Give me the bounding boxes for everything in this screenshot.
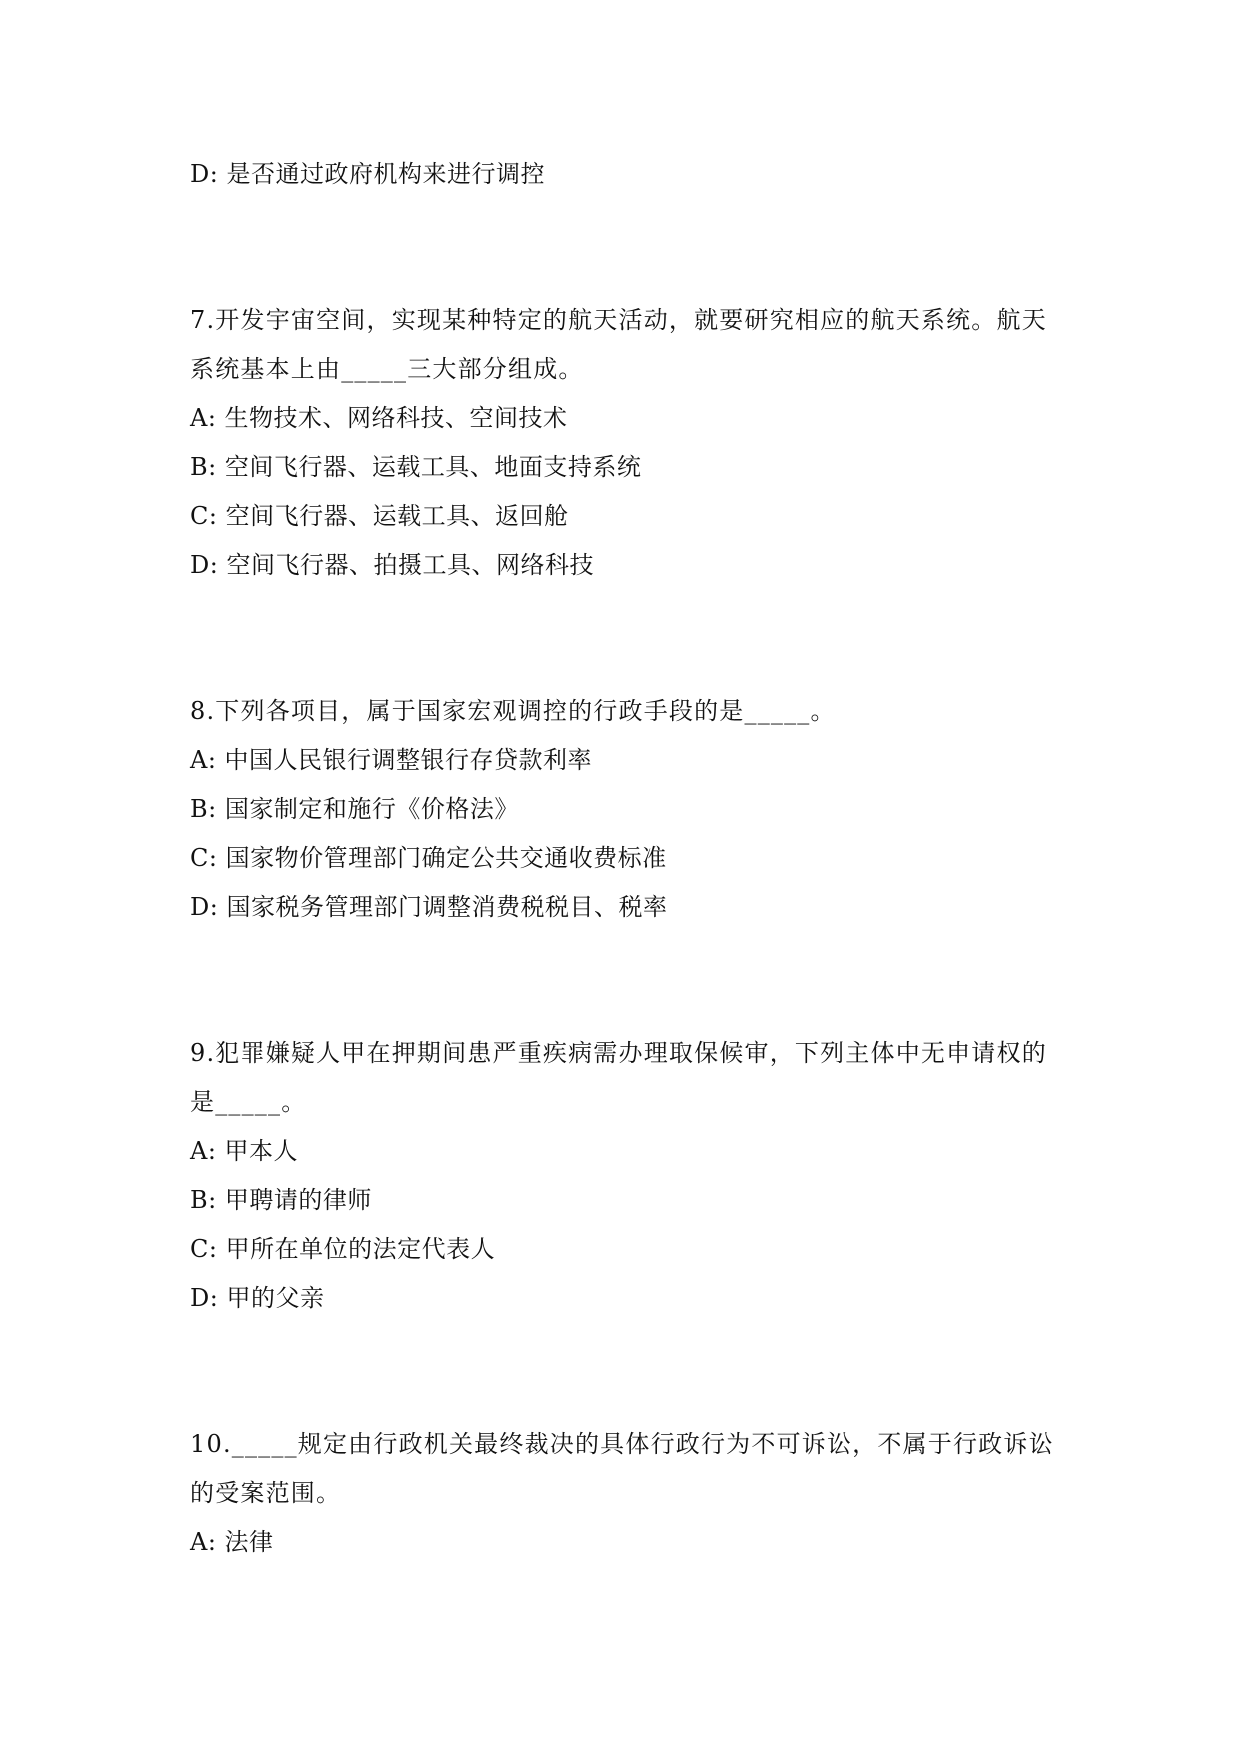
q7-stem-line-1: 7.开发宇宙空间，实现某种特定的航天活动，就要研究相应的航天系统。航天 xyxy=(190,306,1047,334)
q8-option-c: C: 国家物价管理部门确定公共交通收费标准 xyxy=(190,844,667,872)
q10-option-a: A: 法律 xyxy=(190,1528,274,1556)
q10-stem-line-2: 的受案范围。 xyxy=(190,1479,342,1507)
q9-stem-line-2: 是_____。 xyxy=(190,1088,307,1116)
q9-option-c: C: 甲所在单位的法定代表人 xyxy=(190,1235,496,1263)
q9-option-a: A: 甲本人 xyxy=(190,1137,299,1165)
q10-stem-line-1: 10._____规定由行政机关最终裁决的具体行政行为不可诉讼，不属于行政诉讼 xyxy=(190,1430,1054,1458)
q7-stem-line-2: 系统基本上由_____三大部分组成。 xyxy=(190,355,584,383)
q7-option-a: A: 生物技术、网络科技、空间技术 xyxy=(190,404,568,432)
q8-option-b: B: 国家制定和施行《价格法》 xyxy=(190,795,519,823)
q7-option-c: C: 空间飞行器、运载工具、返回舱 xyxy=(190,502,569,530)
q6-option-d: D: 是否通过政府机构来进行调控 xyxy=(190,160,545,188)
q8-stem-line-1: 8.下列各项目，属于国家宏观调控的行政手段的是_____。 xyxy=(190,697,836,725)
q7-option-b: B: 空间飞行器、运载工具、地面支持系统 xyxy=(190,453,642,481)
q8-option-d: D: 国家税务管理部门调整消费税税目、税率 xyxy=(190,893,668,921)
q7-option-d: D: 空间飞行器、拍摄工具、网络科技 xyxy=(190,551,594,579)
q9-option-b: B: 甲聘请的律师 xyxy=(190,1186,372,1214)
q9-stem-line-1: 9.犯罪嫌疑人甲在押期间患严重疾病需办理取保候审，下列主体中无申请权的 xyxy=(190,1039,1047,1067)
q8-option-a: A: 中国人民银行调整银行存贷款利率 xyxy=(190,746,593,774)
q9-option-d: D: 甲的父亲 xyxy=(190,1284,325,1312)
